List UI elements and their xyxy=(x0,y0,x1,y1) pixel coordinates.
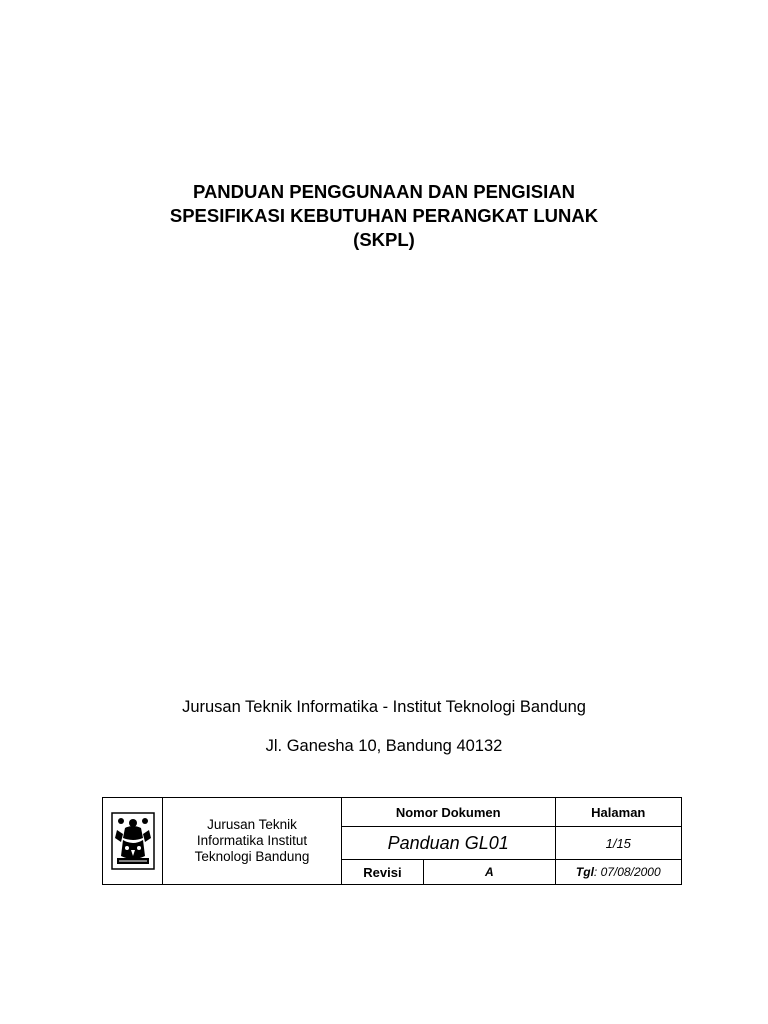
title-line-1: PANDUAN PENGGUNAAN DAN PENGISIAN xyxy=(192,181,575,202)
logo-cell xyxy=(103,798,163,885)
tgl-value: : 07/08/2000 xyxy=(593,865,661,879)
document-info-table xyxy=(102,797,682,885)
revisi-label: Revisi xyxy=(341,860,423,885)
institution-line-3: Teknologi Bandung xyxy=(194,849,310,864)
institution-address: Jl. Ganesha 10, Bandung 40132 xyxy=(265,737,503,755)
institution-line-1: Jurusan Teknik xyxy=(207,817,297,832)
revisi-value: A xyxy=(424,860,555,885)
halaman-label: Halaman xyxy=(555,798,681,827)
title-line-3: (SKPL) xyxy=(353,229,415,250)
institution-cell xyxy=(163,798,342,885)
tgl-label: Tgl xyxy=(575,865,594,879)
tgl-cell xyxy=(555,860,681,885)
page-number: 1/15 xyxy=(555,827,681,860)
itb-ganesha-logo-icon xyxy=(111,812,155,870)
title-line-2: SPESIFIKASI KEBUTUHAN PERANGKAT LUNAK xyxy=(169,205,599,226)
institution-name: Jurusan Teknik Informatika - Institut Teknologi Bandung xyxy=(182,698,586,716)
document-title xyxy=(0,180,768,252)
nomor-dokumen-label: Nomor Dokumen xyxy=(341,798,555,827)
institution-line-2: Informatika Institut xyxy=(196,833,308,848)
document-number: Panduan GL01 xyxy=(341,827,555,860)
